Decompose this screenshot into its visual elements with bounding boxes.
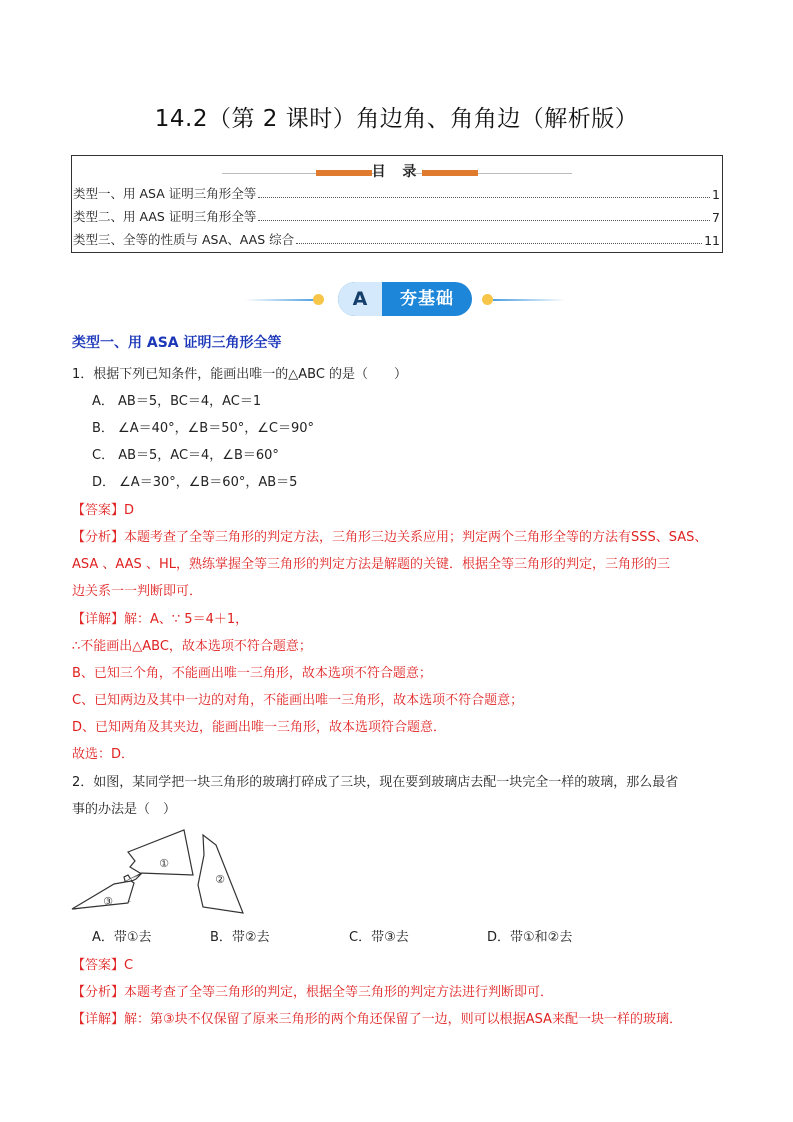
answer-tag: 【答案】 (72, 958, 125, 973)
analysis-text: 本题考查了全等三角形的判定，根据全等三角形的判定方法进行判断即可． (124, 985, 554, 1000)
toc-row-text: 类型三、全等的性质与 ASA、AAS 综合 (73, 232, 295, 247)
q2-option-d: D．带①和②去 (487, 930, 573, 945)
q2-stem-line-1: 2．如图，某同学把一块三角形的玻璃打碎成了三块，现在要到玻璃店去配一块完全一样的玻璃，那么最省 (72, 775, 679, 790)
banner-text: 夯基础 (400, 289, 454, 309)
broken-glass-figure (68, 825, 258, 920)
detail-tag: 【详解】 (72, 612, 125, 627)
q1-answer (72, 499, 134, 518)
banner-dot-left (313, 294, 324, 305)
q2-detail (72, 1008, 682, 1027)
q1-detail-line-6: 故选：D． (72, 747, 135, 762)
q1-option-b: B． ∠A＝40°，∠B＝50°，∠C＝90° (92, 421, 315, 436)
toc-row-page: 7 (712, 210, 720, 225)
q1-analysis-line-2: ASA 、AAS 、HL，熟练掌握全等三角形的判定方法是解题的关键．根据全等三角形的判定，三角形的三 (72, 557, 670, 572)
toc-row-text: 类型一、用 ASA 证明三角形全等 (73, 186, 257, 201)
q1-detail-line-1 (72, 608, 248, 627)
banner-pill (338, 282, 472, 316)
section-heading: 类型一、用 ASA 证明三角形全等 (72, 335, 282, 351)
q2-option-b: B．带②去 (210, 930, 270, 945)
analysis-tag: 【分析】 (72, 985, 125, 1000)
toc-row-page: 1 (712, 187, 720, 202)
toc-row-1[interactable] (73, 184, 720, 202)
q1-detail-line-3: B、已知三个角，不能画出唯一三角形，故本选项不符合题意； (72, 666, 432, 681)
table-of-contents (71, 155, 723, 253)
glass-piece-label-1: ① (159, 857, 169, 870)
analysis-tag: 【分析】 (72, 530, 125, 545)
page-title: 14.2（第 2 课时）角边角、角角边（解析版） (154, 106, 639, 132)
q2-option-a: A．带①去 (92, 930, 152, 945)
glass-piece-label-3: ③ (103, 895, 113, 908)
q1-detail-line-2: ∴不能画出△ABC，故本选项不符合题意； (72, 639, 312, 654)
q1-option-c: C． AB＝5，AC＝4，∠B＝60° (92, 448, 279, 463)
glass-piece-label-2: ② (215, 873, 225, 886)
answer-tag: 【答案】 (72, 503, 125, 518)
q1-detail-line-5: D、已知两角及其夹边，能画出唯一三角形，故本选项符合题意． (72, 720, 447, 735)
toc-row-page: 11 (704, 233, 720, 248)
detail-text: 解：A、∵ 5＝4＋1， (124, 612, 249, 627)
toc-leader (258, 219, 710, 221)
toc-label: 目 录 (371, 164, 423, 180)
toc-header (72, 160, 722, 182)
q1-stem: 1．根据下列已知条件，能画出唯一的△ABC 的是（ ） (72, 367, 408, 382)
q1-analysis-line-1 (72, 526, 707, 545)
q1-detail-line-4: C、已知两边及其中一边的对角，不能画出唯一三角形，故本选项不符合题意； (72, 693, 524, 708)
answer-value: D (124, 503, 135, 518)
toc-row-3[interactable] (73, 230, 720, 248)
q2-stem-line-2: 事的办法是（ ） (72, 802, 177, 817)
detail-tag: 【详解】 (72, 1012, 125, 1027)
q2-option-c: C．带③去 (349, 930, 409, 945)
banner-letter: A (338, 282, 382, 316)
answer-value: C (124, 958, 134, 973)
banner-line-right (493, 299, 565, 301)
detail-text: 解：第③块不仅保留了原来三角形的两个角还保留了一边，则可以根据ASA来配一块一样的玻璃． (124, 1012, 682, 1027)
banner-line-left (245, 299, 317, 301)
toc-leader (258, 196, 710, 198)
toc-leader (296, 242, 702, 244)
banner-dot-right (482, 294, 493, 305)
section-banner (0, 282, 793, 318)
toc-row-text: 类型二、用 AAS 证明三角形全等 (73, 209, 257, 224)
q1-option-a: A． AB＝5，BC＝4，AC＝1 (92, 394, 262, 409)
toc-row-2[interactable] (73, 207, 720, 225)
q2-answer (72, 954, 133, 973)
q1-option-d: D． ∠A＝30°，∠B＝60°，AB＝5 (92, 475, 298, 490)
q1-analysis-line-3: 边关系一一判断即可． (72, 584, 203, 599)
analysis-text: 本题考查了全等三角形的判定方法，三角形三边关系应用；判定两个三角形全等的方法有SSS、SAS、 (124, 530, 708, 545)
q2-analysis (72, 981, 553, 1000)
